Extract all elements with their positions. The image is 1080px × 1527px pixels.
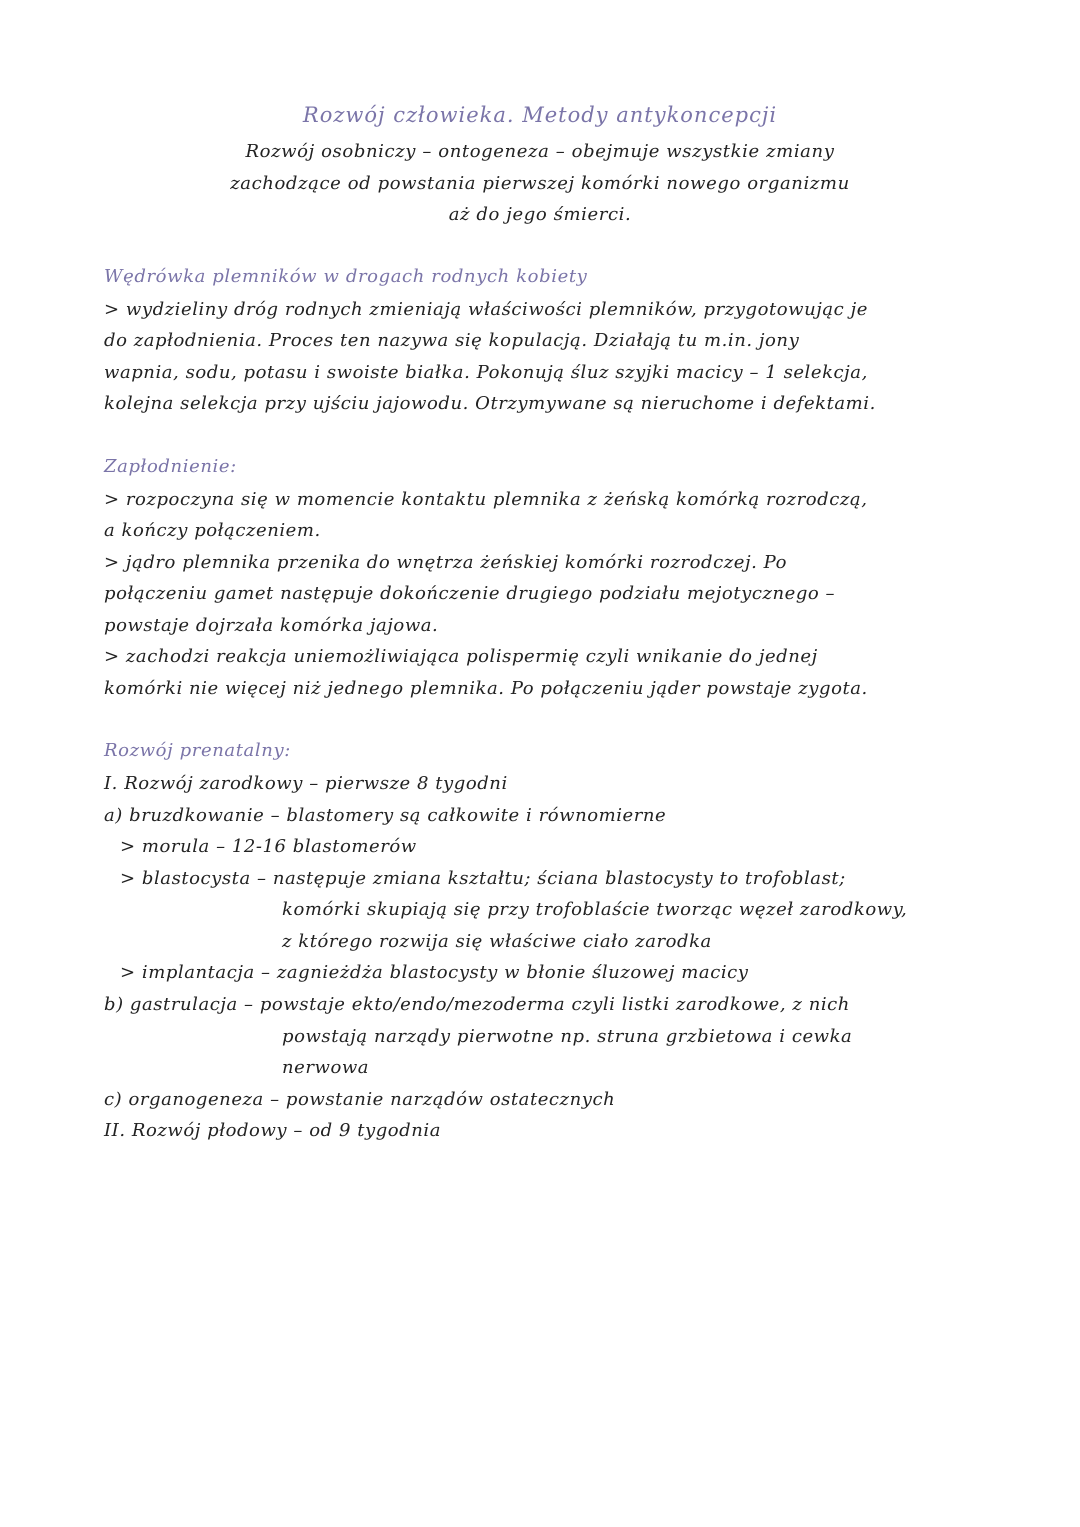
intro-line: zachodzące od powstania pierwszej komórki nowego organizmu [230,173,850,194]
text-line: do zapłodnienia. Proces ten nazywa się kopulacją. Działają tu m.in. jony [104,330,800,351]
text-line: > implantacja – zagnieżdża blastocysty w błonie śluzowej macicy [120,962,749,983]
text-line: z którego rozwija się właściwe ciało zarodka [282,931,712,952]
intro-line: Rozwój osobniczy – ontogeneza – obejmuje wszystkie zmiany [245,141,835,162]
section-heading-sperm-migration: Wędrówka plemników w drogach rodnych kobiety [104,266,588,287]
text-line: komórki skupiają się przy trofoblaście tworząc węzeł zarodkowy, [282,899,908,920]
text-line: połączeniu gamet następuje dokończenie drugiego podziału mejotycznego – [104,583,836,604]
section-heading-prenatal: Rozwój prenatalny: [104,740,291,761]
text-line: > morula – 12-16 blastomerów [120,836,417,857]
intro-line: aż do jego śmierci. [448,204,632,225]
text-line: kolejna selekcja przy ujściu jajowodu. Otrzymywane są nieruchome i defektami. [104,393,876,414]
text-line: > blastocysta – następuje zmiana kształtu; ściana blastocysty to trofoblast; [120,868,846,889]
section-heading-fertilization: Zapłodnienie: [104,456,237,477]
text-line: a kończy połączeniem. [104,520,321,541]
text-line: > rozpoczyna się w momencie kontaktu plemnika z żeńską komórką rozrodczą, [104,489,868,510]
text-line: > jądro plemnika przenika do wnętrza żeńskiej komórki rozrodczej. Po [104,552,787,573]
page-title: Rozwój człowieka. Metody antykoncepcji [302,103,778,127]
text-line: wapnia, sodu, potasu i swoiste białka. Pokonują śluz szyjki macicy – 1 selekcja, [104,362,868,383]
text-line: a) bruzdkowanie – blastomery są całkowite i równomierne [104,805,667,826]
text-line: > wydzieliny dróg rodnych zmieniają właściwości plemników, przygotowując je [104,299,868,320]
text-line: nerwowa [282,1057,370,1078]
text-line: b) gastrulacja – powstaje ekto/endo/mezoderma czyli listki zarodkowe, z nich [104,994,850,1015]
text-line: > zachodzi reakcja uniemożliwiająca polispermię czyli wnikanie do jednej [104,646,818,667]
text-line: powstają narządy pierwotne np. struna grzbietowa i cewka [282,1026,853,1047]
text-line: komórki nie więcej niż jednego plemnika. Po połączeniu jąder powstaje zygota. [104,678,868,699]
text-line: II. Rozwój płodowy – od 9 tygodnia [104,1120,441,1141]
text-line: c) organogeneza – powstanie narządów ostatecznych [104,1089,616,1110]
text-line: I. Rozwój zarodkowy – pierwsze 8 tygodni [104,773,508,794]
text-line: powstaje dojrzała komórka jajowa. [104,615,439,636]
